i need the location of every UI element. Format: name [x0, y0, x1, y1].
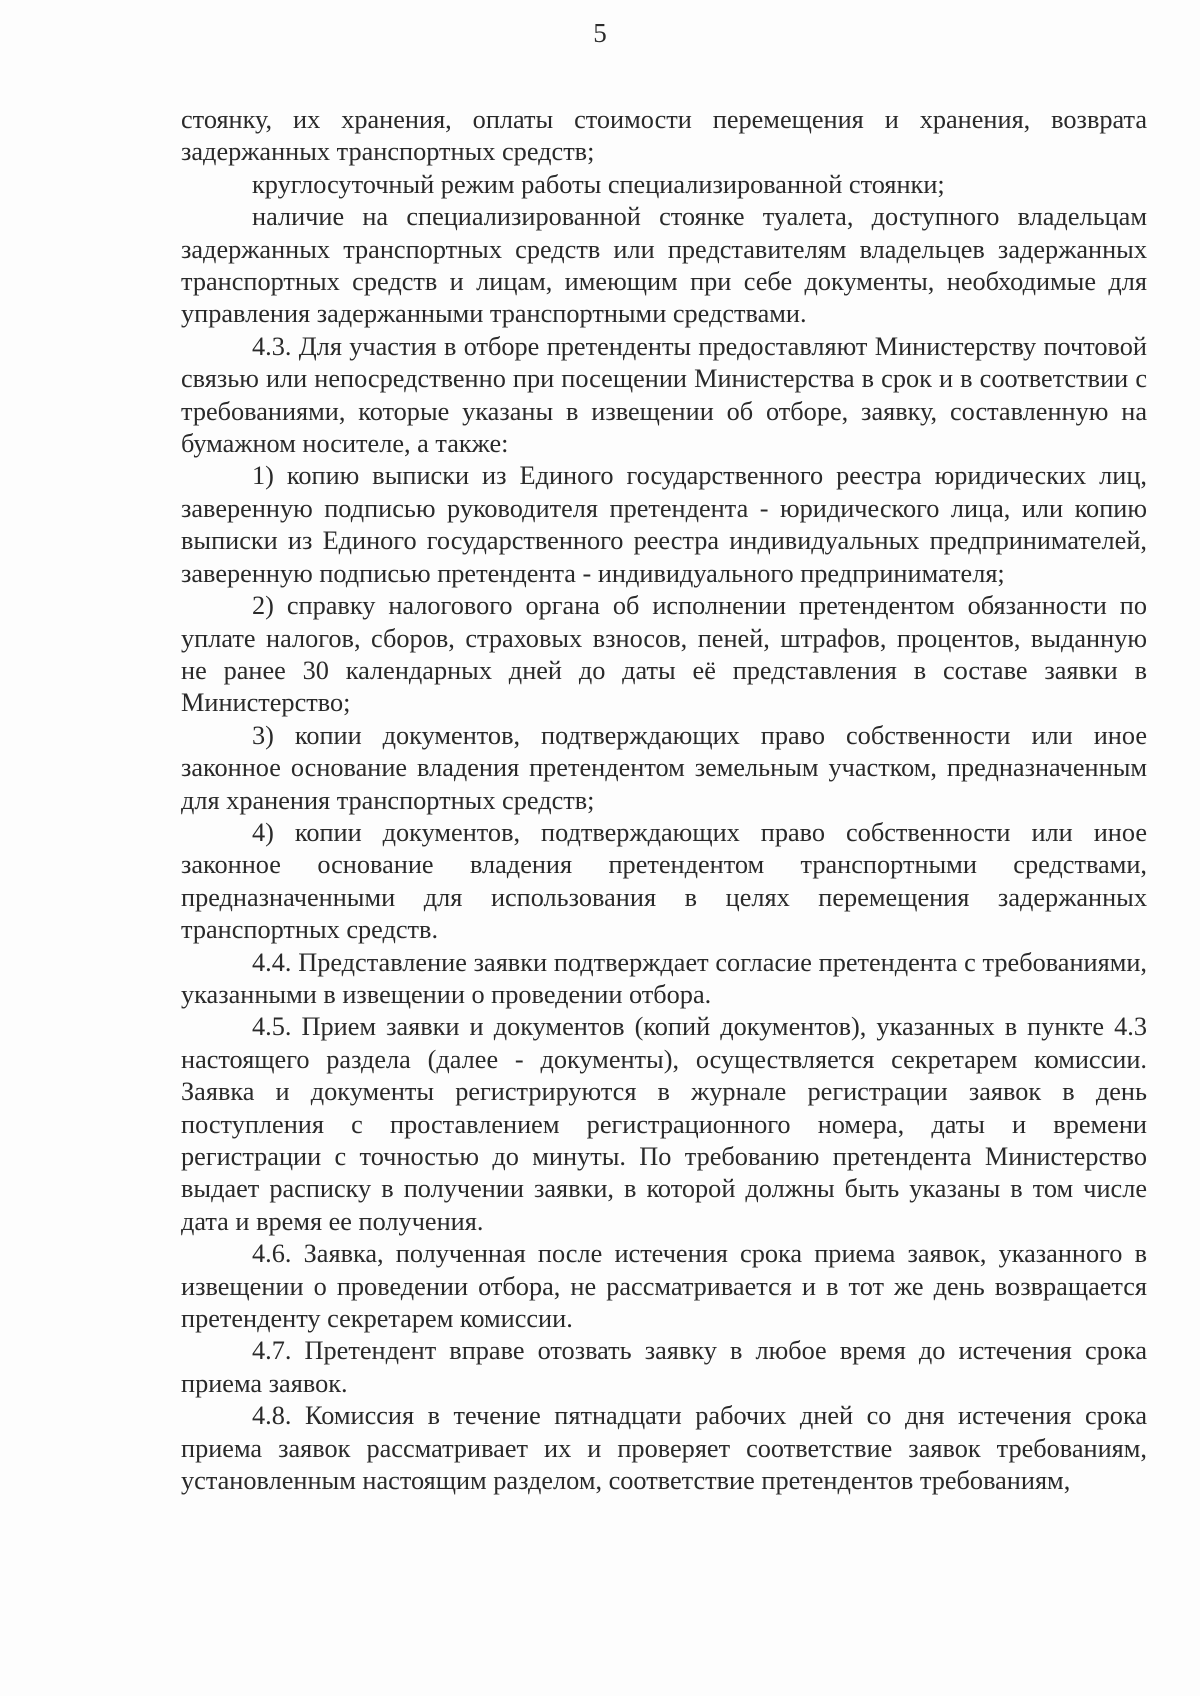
list-item-1: 1) копию выписки из Единого государственного реестра юридических лиц, заверенную подписью руководителя претендента - юридического лица, или копию выписки из Единого государственного реестра индивидуальных предпринимателей, заверенную подписью претендента - индивидуального предпринимателя;: [181, 461, 1147, 588]
paragraph-4-3: 4.3. Для участия в отборе претенденты предоставляют Министерству почтовой связью или непосредственно при посещении Министерства в срок и в соответствии с требованиями, которые указаны в извещении об отборе, заявку, составленную на бумажном носителе, а также:: [181, 331, 1147, 459]
paragraph-4-5: 4.5. Прием заявки и документов (копий документов), указанных в пункте 4.3 настоящего раздела (далее - документы), осуществляется секретарем комиссии. Заявка и документы регистрируются в журнале регистрации заявок в день поступления с проставлением регистрационного номера, даты и времени регистрации с точностью до минуты. По требованию претендента Министерство выдает расписку в получении заявки, в которой должны быть указаны в том числе дата и время ее получения.: [181, 1012, 1147, 1236]
paragraph-4-7: 4.7. Претендент вправе отозвать заявку в любое время до истечения срока приема заявок.: [181, 1336, 1147, 1398]
page-number: 5: [593, 18, 607, 48]
list-item-4: 4) копии документов, подтверждающих право собственности или иное законное основание владения претендентом транспортными средствами, предназначенными для использования в целях перемещения задержанных транспортных средств.: [181, 817, 1147, 945]
paragraph-round-the-clock: круглосуточный режим работы специализированной стоянки;: [252, 169, 945, 199]
paragraph-continuation: стоянку, их хранения, оплаты стоимости перемещения и хранения, возврата задержанных транспортных средств;: [181, 105, 1147, 167]
paragraph-4-6: 4.6. Заявка, полученная после истечения срока приема заявок, указанного в извещении о проведении отбора, не рассматривается и в тот же день возвращается претенденту секретарем комиссии.: [181, 1239, 1147, 1334]
paragraph-4-4: 4.4. Представление заявки подтверждает согласие претендента с требованиями, указанными в извещении о проведении отбора.: [181, 947, 1147, 1009]
list-item-2: 2) справку налогового органа об исполнении претендентом обязанности по уплате налогов, сборов, страховых взносов, пеней, штрафов, процентов, выданную не ранее 30 календарных дней до даты её представления в составе заявки в Министерство;: [181, 591, 1147, 718]
paragraph-4-8: 4.8. Комиссия в течение пятнадцати рабочих дней со дня истечения срока приема заявок рассматривает их и проверяет соответствие заявок требованиям, установленным настоящим разделом, соответствие претендентов требованиям,: [181, 1401, 1147, 1496]
document-body: [181, 104, 1147, 1497]
list-item-3: 3) копии документов, подтверждающих право собственности или иное законное основание владения претендентом земельным участком, предназначенным для хранения транспортных средств;: [181, 720, 1147, 815]
paragraph-toilet: наличие на специализированной стоянке туалета, доступного владельцам задержанных транспортных средств или представителям владельцев задержанных транспортных средств и лицам, имеющим при себе документы, необходимые для управления задержанными транспортными средствами.: [181, 202, 1147, 329]
